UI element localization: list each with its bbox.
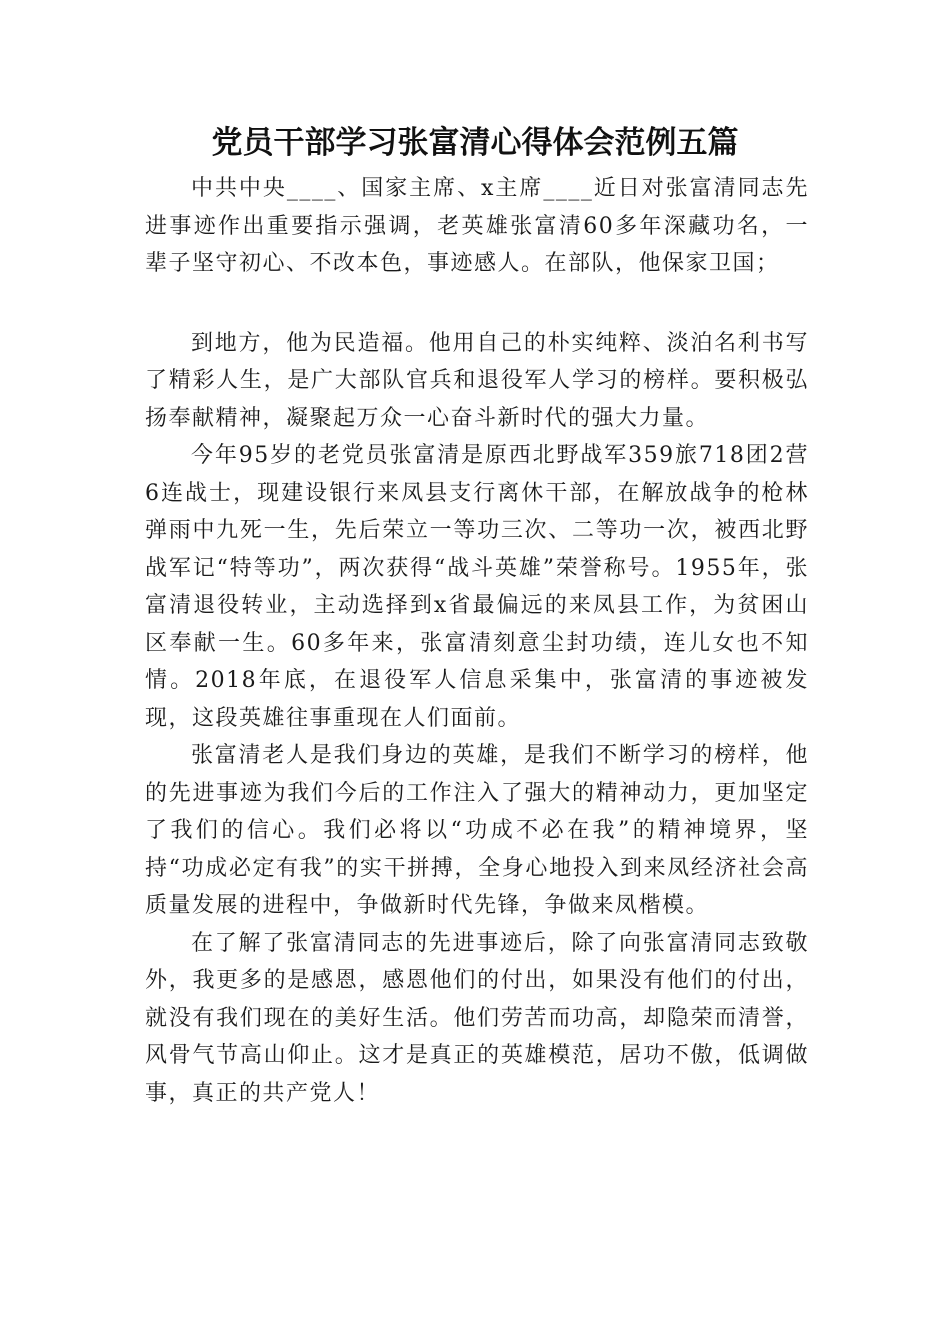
paragraph-5: 在了解了张富清同志的先进事迹后，除了向张富清同志致敬外，我更多的是感恩，感恩他们的付出，如果没有他们的付出，就没有我们现在的美好生活。他们劳苦而功高，却隐荣而清誉，风骨气节高山仰止。这才是真正的英雄模范，居功不傲，低调做事，真正的共产党人！ bbox=[145, 930, 809, 1106]
paragraph-spacer bbox=[145, 283, 809, 325]
paragraph-4: 张富清老人是我们身边的英雄，是我们不断学习的榜样，他的先进事迹为我们今后的工作注入了强大的精神动力，更加坚定了我们的信心。我们必将以“功成不必在我”的精神境界，坚持“功成必定有我”的实干拼搏，全身心地投入到来凤经济社会高质量发展的进程中，争做新时代先锋，争做来凤楷模。 bbox=[145, 743, 809, 918]
document-body bbox=[145, 170, 809, 1112]
paragraph-2: 到地方，他为民造福。他用自己的朴实纯粹、淡泊名利书写了精彩人生，是广大部队官兵和退役军人学习的榜样。要积极弘扬奉献精神，凝聚起万众一心奋斗新时代的强大力量。 bbox=[145, 330, 809, 431]
paragraph-1: 中共中央____、国家主席、x主席____近日对张富清同志先进事迹作出重要指示强调，老英雄张富清60多年深藏功名，一辈子坚守初心、不改本色，事迹感人。在部队，他保家卫国； bbox=[145, 176, 809, 276]
paragraph-3: 今年95岁的老党员张富清是原西北野战军359旅718团2营6连战士，现建设银行来凤县支行离休干部，在解放战争的枪林弹雨中九死一生，先后荣立一等功三次、二等功一次，被西北野战军记“特等功”，两次获得“战斗英雄”荣誉称号。1955年，张富清退役转业，主动选择到x省最偏远的来凤县工作，为贫困山区奉献一生。60多年来，张富清刻意尘封功绩，连儿女也不知情。2018年底，在退役军人信息采集中，张富清的事迹被发现，这段英雄往事重现在人们面前。 bbox=[145, 443, 809, 731]
document-title: 党员干部学习张富清心得体会范例五篇 bbox=[211, 125, 739, 161]
